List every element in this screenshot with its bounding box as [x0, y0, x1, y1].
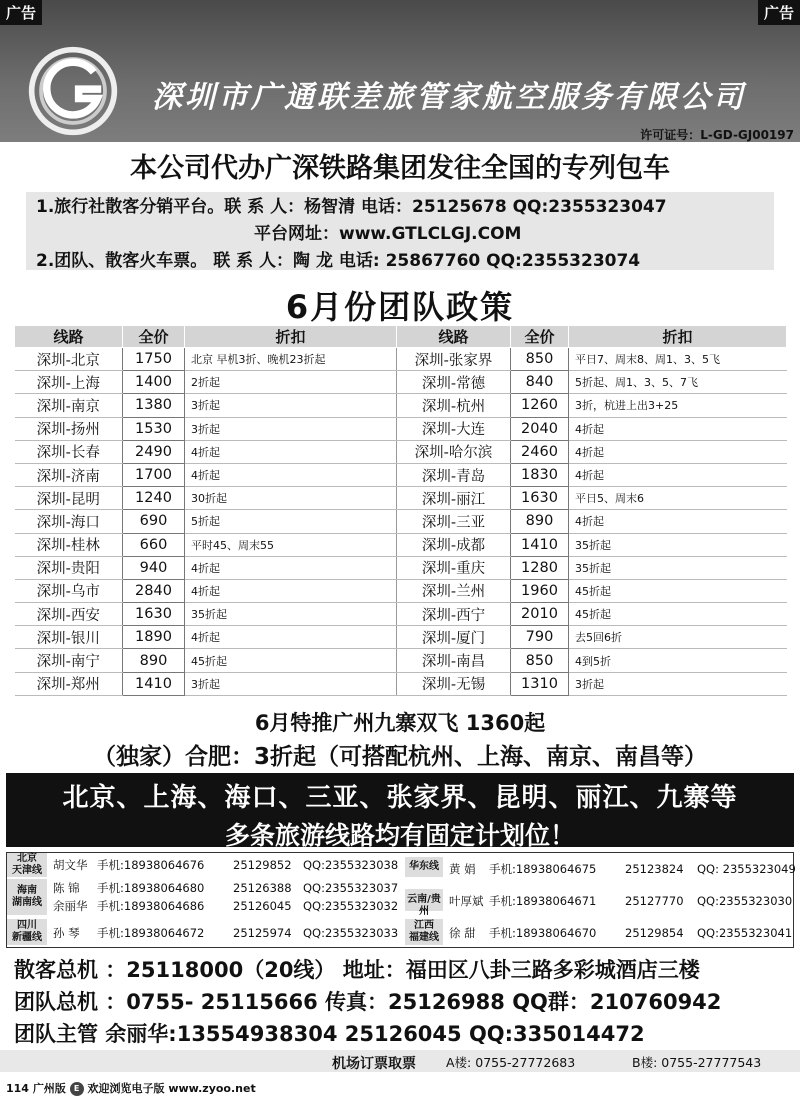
route-discount: 35折起 — [569, 533, 787, 556]
route-name: 深圳-贵阳 — [15, 556, 123, 579]
airport-terminal-b: B楼: 0755-27777543 — [632, 1055, 762, 1070]
route-discount: 5折起 — [185, 510, 397, 533]
route-name: 深圳-重庆 — [397, 556, 511, 579]
staff-qq: QQ:2355323032 — [303, 899, 399, 913]
destination-banner — [6, 773, 794, 850]
table-row — [15, 603, 787, 626]
line-label: 海南 湖南线 — [7, 879, 47, 915]
route-price: 1240 — [123, 487, 185, 510]
header-route: 线路 — [397, 326, 511, 348]
table-row — [15, 672, 787, 695]
hotline-supervisor: 团队主管 余丽华:13554938304 25126045 QQ:335014472 — [14, 1022, 645, 1046]
route-price: 1630 — [123, 603, 185, 626]
table-row — [15, 510, 787, 533]
route-discount: 4折起 — [185, 626, 397, 649]
route-price: 2840 — [123, 579, 185, 602]
staff-tel: 25127770 — [625, 894, 684, 908]
route-discount: 3折起 — [185, 672, 397, 695]
route-discount: 3折，杭进上出3+25 — [569, 394, 787, 417]
route-discount: 35折起 — [569, 556, 787, 579]
route-price: 660 — [123, 533, 185, 556]
table-row — [15, 394, 787, 417]
banner-line-2: 多条旅游线路均有固定计划位！ — [224, 821, 575, 850]
company-logo-icon — [22, 44, 124, 138]
route-price: 1310 — [511, 672, 569, 695]
promo-jiuzhai: 6月特推广州九寨双飞 1360起 — [254, 711, 546, 735]
contact-line-2: 平台网址：www.GTLCLGJ.COM — [254, 224, 522, 244]
staff-qq: QQ:2355323030 — [697, 894, 793, 908]
hotline-group: 团队总机 ：0755- 25115666 传真：25126988 QQ群：210760942 — [14, 990, 722, 1014]
contact-line-1: 1.旅行社散客分销平台。联 系 人：杨智清 电话：25125678 QQ:2355323047 — [36, 197, 667, 217]
staff-mobile: 手机:18938064670 — [489, 926, 597, 940]
route-name: 深圳-上海 — [15, 371, 123, 394]
route-name: 深圳-兰州 — [397, 579, 511, 602]
route-price: 890 — [123, 649, 185, 672]
line-label: 四川 新疆线 — [7, 919, 47, 945]
route-price: 1960 — [511, 579, 569, 602]
route-discount: 4折起 — [569, 463, 787, 486]
line-label: 云南/贵州 — [405, 889, 443, 911]
table-row — [15, 579, 787, 602]
route-name: 深圳-济南 — [15, 463, 123, 486]
route-name: 深圳-扬州 — [15, 417, 123, 440]
staff-tel: 25126388 — [233, 881, 292, 895]
table-row — [15, 440, 787, 463]
staff-qq: QQ: 2355323049 — [697, 862, 796, 876]
route-name: 深圳-常德 — [397, 371, 511, 394]
route-discount: 平日5、周末6 — [569, 487, 787, 510]
table-row — [15, 371, 787, 394]
table-header-row — [15, 326, 787, 348]
staff-contacts — [6, 852, 794, 948]
table-row — [15, 649, 787, 672]
route-price: 850 — [511, 348, 569, 371]
route-price: 1410 — [123, 672, 185, 695]
staff-mobile: 手机:18938064680 — [97, 881, 205, 895]
header-route: 线路 — [15, 326, 123, 348]
banner-line-1: 北京、上海、海口、三亚、张家界、昆明、丽江、九寨等 — [62, 783, 738, 813]
route-price: 1700 — [123, 463, 185, 486]
route-name: 深圳-乌市 — [15, 579, 123, 602]
footer-website[interactable]: 欢迎浏览电子版 www.zyoo.net — [87, 1082, 256, 1095]
magazine-logo-icon: E — [70, 1082, 84, 1096]
route-price: 1410 — [511, 533, 569, 556]
route-discount: 去5回6折 — [569, 626, 787, 649]
staff-tel: 25123824 — [625, 862, 684, 876]
table-row — [15, 533, 787, 556]
airport-label: 机场订票取票 — [332, 1056, 416, 1072]
company-name: 深圳市广通联差旅管家航空服务有限公司 — [152, 80, 746, 115]
staff-name: 孙 琴 — [53, 926, 80, 940]
header-banner — [0, 0, 800, 142]
route-discount: 30折起 — [185, 487, 397, 510]
route-price: 1400 — [123, 371, 185, 394]
line-label: 北京 天津线 — [7, 853, 47, 877]
route-name: 深圳-海口 — [15, 510, 123, 533]
route-discount: 北京 早机3折、晚机23折起 — [185, 348, 397, 371]
promo-hefei: （独家）合肥：3折起（可搭配杭州、上海、南京、南昌等） — [92, 744, 707, 770]
route-name: 深圳-南京 — [15, 394, 123, 417]
staff-tel: 25129852 — [233, 858, 292, 872]
staff-tel: 25126045 — [233, 899, 292, 913]
headline: 本公司代办广深铁路集团发往全国的专列包车 — [130, 153, 670, 184]
staff-qq: QQ:2355323037 — [303, 881, 399, 895]
line-label: 江西 福建线 — [405, 919, 443, 945]
staff-tel: 25125974 — [233, 926, 292, 940]
license-number: 许可证号：L-GD-GJ00197 — [640, 128, 794, 142]
route-name: 深圳-长春 — [15, 440, 123, 463]
staff-mobile: 手机:18938064686 — [97, 899, 205, 913]
route-name: 深圳-北京 — [15, 348, 123, 371]
route-discount: 平时45、周末55 — [185, 533, 397, 556]
route-price: 2010 — [511, 603, 569, 626]
ad-tag-right: 广告 — [758, 0, 800, 25]
table-row — [15, 348, 787, 371]
route-discount: 45折起 — [569, 579, 787, 602]
route-name: 深圳-昆明 — [15, 487, 123, 510]
route-price: 940 — [123, 556, 185, 579]
route-discount: 4折起 — [185, 556, 397, 579]
route-discount: 4折起 — [185, 440, 397, 463]
table-row — [15, 463, 787, 486]
route-price: 790 — [511, 626, 569, 649]
airport-terminal-a: A楼: 0755-27772683 — [446, 1055, 576, 1070]
table-row — [15, 417, 787, 440]
staff-name: 余丽华 — [53, 899, 88, 913]
route-discount: 3折起 — [569, 672, 787, 695]
route-price: 1380 — [123, 394, 185, 417]
header-price: 全价 — [123, 326, 185, 348]
route-price: 1630 — [511, 487, 569, 510]
staff-name: 叶厚斌 — [449, 894, 484, 908]
route-price: 2040 — [511, 417, 569, 440]
route-name: 深圳-郑州 — [15, 672, 123, 695]
route-name: 深圳-三亚 — [397, 510, 511, 533]
hotline-individual: 散客总机 ：25118000（20线） 地址：福田区八卦三路多彩城酒店三楼 — [14, 958, 700, 982]
contact-line-3: 2.团队、散客火车票。 联 系 人：陶 龙 电话: 25867760 QQ:2355323074 — [36, 251, 641, 271]
page-footer — [6, 1080, 256, 1096]
table-row — [15, 556, 787, 579]
route-name: 深圳-厦门 — [397, 626, 511, 649]
route-discount: 4折起 — [185, 463, 397, 486]
edition-label: 广州版 — [32, 1082, 66, 1095]
route-discount: 35折起 — [185, 603, 397, 626]
route-name: 深圳-张家界 — [397, 348, 511, 371]
staff-qq: QQ:2355323033 — [303, 926, 399, 940]
route-price: 850 — [511, 649, 569, 672]
route-name: 深圳-桂林 — [15, 533, 123, 556]
header-discount: 折扣 — [185, 326, 397, 348]
route-discount: 3折起 — [185, 417, 397, 440]
route-discount: 平日7、周末8、周1、3、5飞 — [569, 348, 787, 371]
route-name: 深圳-丽江 — [397, 487, 511, 510]
staff-mobile: 手机:18938064675 — [489, 862, 597, 876]
route-price: 2460 — [511, 440, 569, 463]
staff-qq: QQ:2355323038 — [303, 858, 399, 872]
route-price: 1890 — [123, 626, 185, 649]
route-price: 1280 — [511, 556, 569, 579]
route-table — [14, 325, 787, 696]
route-price: 840 — [511, 371, 569, 394]
route-discount: 2折起 — [185, 371, 397, 394]
route-price: 1530 — [123, 417, 185, 440]
staff-mobile: 手机:18938064671 — [489, 894, 597, 908]
route-name: 深圳-青岛 — [397, 463, 511, 486]
route-discount: 5折起、周1、3、5、7飞 — [569, 371, 787, 394]
airport-ticket-bar — [0, 1050, 800, 1072]
route-price: 1830 — [511, 463, 569, 486]
route-discount: 4折起 — [569, 440, 787, 463]
ad-tag-left: 广告 — [0, 0, 42, 25]
route-name: 深圳-杭州 — [397, 394, 511, 417]
route-name: 深圳-银川 — [15, 626, 123, 649]
route-discount: 4到5折 — [569, 649, 787, 672]
route-discount: 4折起 — [569, 417, 787, 440]
route-price: 890 — [511, 510, 569, 533]
table-row — [15, 487, 787, 510]
route-discount: 4折起 — [569, 510, 787, 533]
route-price: 1750 — [123, 348, 185, 371]
header-price: 全价 — [511, 326, 569, 348]
route-name: 深圳-西宁 — [397, 603, 511, 626]
staff-mobile: 手机:18938064672 — [97, 926, 205, 940]
route-discount: 45折起 — [185, 649, 397, 672]
staff-name: 徐 甜 — [449, 926, 476, 940]
staff-mobile: 手机:18938064676 — [97, 858, 205, 872]
route-discount: 4折起 — [185, 579, 397, 602]
route-discount: 3折起 — [185, 394, 397, 417]
staff-name: 陈 锦 — [53, 881, 80, 895]
page-number: 114 — [6, 1082, 29, 1095]
route-name: 深圳-南昌 — [397, 649, 511, 672]
staff-qq: QQ:2355323041 — [697, 926, 793, 940]
route-discount: 45折起 — [569, 603, 787, 626]
staff-name: 胡文华 — [53, 858, 88, 872]
route-price: 2490 — [123, 440, 185, 463]
route-name: 深圳-无锡 — [397, 672, 511, 695]
header-discount: 折扣 — [569, 326, 787, 348]
staff-name: 黄 娟 — [449, 862, 476, 876]
route-name: 深圳-大连 — [397, 417, 511, 440]
staff-tel: 25129854 — [625, 926, 684, 940]
route-name: 深圳-哈尔滨 — [397, 440, 511, 463]
table-row — [15, 626, 787, 649]
policy-title: 6月份团队政策 — [285, 288, 515, 326]
line-label: 华东线 — [405, 857, 443, 877]
route-price: 690 — [123, 510, 185, 533]
route-name: 深圳-南宁 — [15, 649, 123, 672]
route-name: 深圳-成都 — [397, 533, 511, 556]
route-name: 深圳-西安 — [15, 603, 123, 626]
route-price: 1260 — [511, 394, 569, 417]
